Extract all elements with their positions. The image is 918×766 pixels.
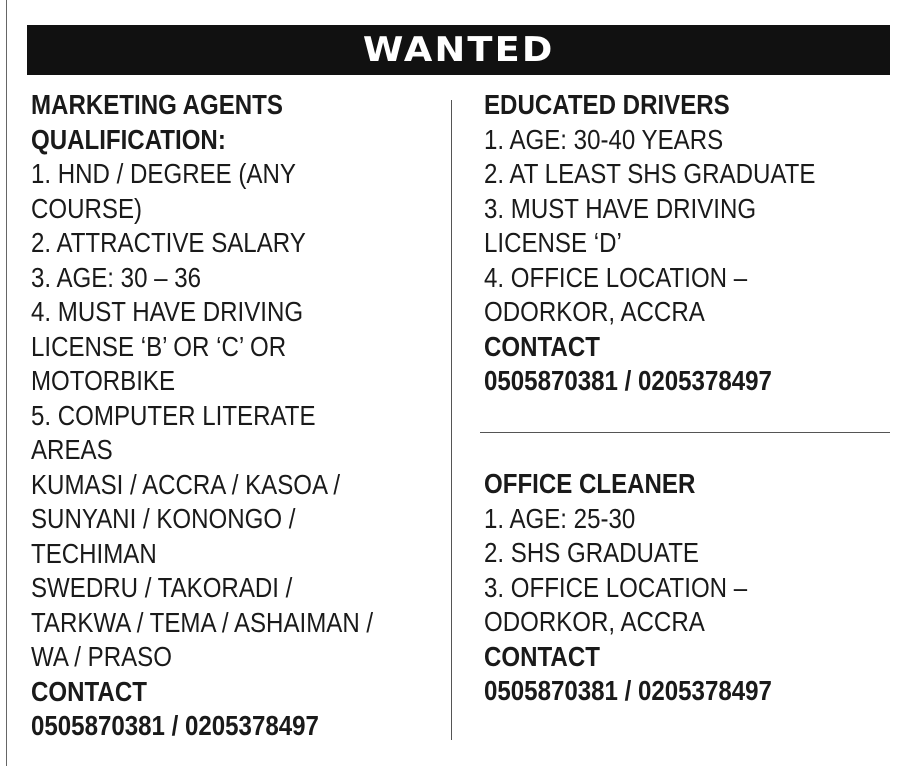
educated-drivers-section [484,88,869,399]
header-banner [27,25,890,75]
qualification-line: 4. MUST HAVE DRIVING [31,296,304,327]
contact-heading: CONTACT [31,675,147,707]
qualification-heading: QUALIFICATION: [31,123,226,155]
qualification-line: 3. AGE: 30 – 36 [31,261,202,293]
office-cleaner-title: OFFICE CLEANER [484,468,696,499]
marketing-agents-section [31,88,429,744]
educated-drivers-title: EDUCATED DRIVERS [484,89,730,120]
requirement-line: ODORKOR, ACCRA [484,296,705,327]
requirement-line: 2. SHS GRADUATE [484,537,699,568]
areas-line: WA / PRASO [31,641,172,672]
contact-heading: CONTACT [484,640,600,672]
areas-line: KUMASI / ACCRA / KASOA / [31,468,341,500]
page-border [6,0,7,766]
qualification-line: 5. COMPUTER LITERATE [31,399,316,431]
qualification-line: 2. ATTRACTIVE SALARY [31,227,306,258]
section-divider [480,432,890,433]
requirement-line: LICENSE ‘D’ [484,227,622,258]
requirement-line: 4. OFFICE LOCATION – [484,261,748,293]
requirement-line: 3. MUST HAVE DRIVING [484,192,757,224]
contact-heading: CONTACT [484,330,600,362]
areas-line: TECHIMAN [31,537,157,569]
office-cleaner-section [484,467,819,709]
requirement-line: 3. OFFICE LOCATION – [484,571,748,603]
qualification-line: LICENSE ‘B’ OR ‘C’ OR [31,330,287,362]
areas-line: SUNYANI / KONONGO / [31,503,296,534]
column-divider [451,100,452,740]
requirement-line: 2. AT LEAST SHS GRADUATE [484,158,816,189]
contact-numbers: 0505870381 / 0205378497 [484,675,772,706]
qualification-line: MOTORBIKE [31,365,176,396]
areas-line: SWEDRU / TAKORADI / [31,572,293,603]
requirement-line: ODORKOR, ACCRA [484,606,705,637]
marketing-agents-title: MARKETING AGENTS [31,89,283,120]
areas-line: TARKWA / TEMA / ASHAIMAN / [31,606,374,638]
requirement-line: 1. AGE: 25-30 [484,502,636,534]
requirement-line: 1. AGE: 30-40 YEARS [484,123,724,155]
contact-numbers: 0505870381 / 0205378497 [31,710,319,741]
page-title: WANTED [362,30,555,70]
qualification-line: 1. HND / DEGREE (ANY [31,158,296,189]
qualification-line: COURSE) [31,192,143,224]
areas-heading: AREAS [31,434,113,465]
contact-numbers: 0505870381 / 0205378497 [484,365,772,396]
